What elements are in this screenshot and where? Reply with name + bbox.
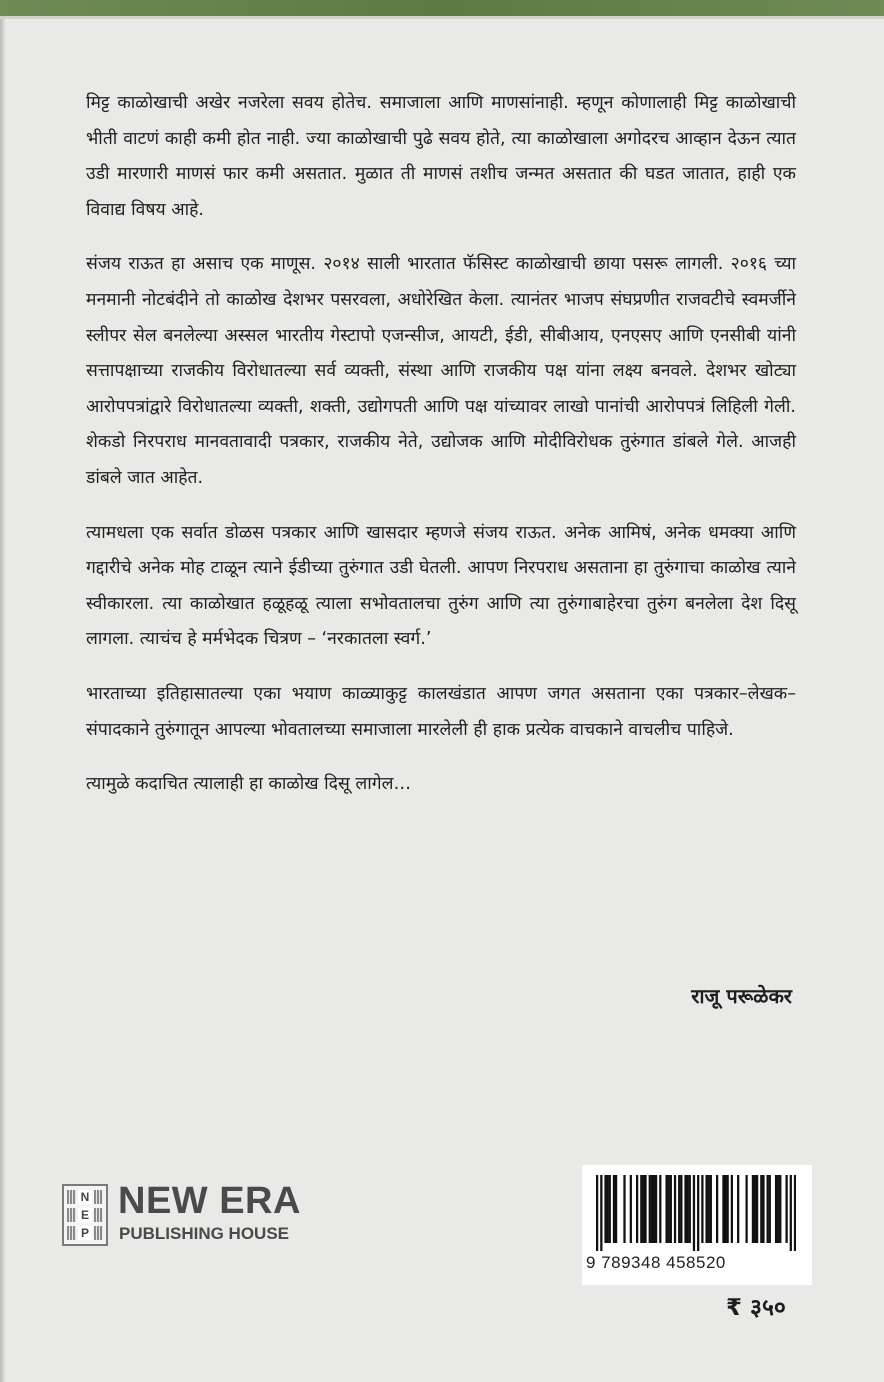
barcode-bar: [745, 1175, 747, 1243]
barcode-bar: [790, 1175, 792, 1251]
barcode-bar: [607, 1175, 609, 1243]
barcode-bar: [687, 1175, 689, 1243]
barcode-bar: [701, 1175, 703, 1243]
barcode-bar: [596, 1175, 598, 1251]
publisher-name: NEW ERA: [118, 1180, 301, 1222]
barcode-bar: [697, 1175, 699, 1251]
barcode-bar: [767, 1175, 769, 1243]
barcode-bar: [684, 1175, 686, 1243]
barcode-bars: [596, 1175, 796, 1251]
barcode-bar: [708, 1175, 710, 1243]
barcode-bar: [665, 1175, 667, 1243]
barcode-bar: [775, 1175, 777, 1243]
barcode-bar: [769, 1175, 771, 1243]
price-tag: ₹ ३५०: [726, 1295, 786, 1321]
paragraph-3: त्यामधला एक सर्वात डोळस पत्रकार आणि खासदार म्हणजे संजय राऊत. अनेक आमिषं, अनेक धमक्या आणि गद्दारीचे अनेक मोह टाळून त्याने ईडीच्या तुरुंगात उडी घेतली. आपण निरपराध असताना हा तुरुंगाचा काळोख त्याने स्वीकारला. त्या काळोखात हळूहळू त्याला सभोवतालचा तुरुंग आणि त्या तुरुंगाबाहेरचा तुरुंग बनलेला देश दिसू लागला. त्याचंच हे मर्मभेदक चित्रण – ‘नरकातला स्वर्ग.’: [86, 522, 796, 650]
barcode-bar: [762, 1175, 764, 1243]
logo-letter-n: N: [78, 1190, 92, 1204]
logo-letter-p: P: [78, 1226, 92, 1240]
barcode-bar: [737, 1175, 739, 1243]
barcode-bar: [640, 1175, 642, 1243]
barcode-bar: [655, 1175, 657, 1243]
barcode-bar: [670, 1175, 672, 1243]
book-spine-edge: [0, 0, 6, 1382]
barcode-bar: [644, 1175, 646, 1243]
barcode-bar: [689, 1175, 691, 1243]
barcode-bar: [779, 1175, 781, 1243]
author-name: राजू परूळेकर: [691, 984, 792, 1008]
barcode-bar: [636, 1175, 638, 1243]
blurb-text: [86, 86, 796, 822]
barcode-bar: [794, 1175, 796, 1251]
barcode-bar: [604, 1175, 606, 1243]
barcode-bar: [659, 1175, 661, 1243]
barcode-bar: [731, 1175, 733, 1243]
barcode-bar: [649, 1175, 651, 1243]
barcode-bar: [668, 1175, 670, 1243]
paragraph-5: त्यामुळे कदाचित त्यालाही हा काळोख दिसू लागेल…: [86, 774, 411, 795]
barcode-bar: [615, 1175, 617, 1243]
barcode-bar: [678, 1175, 680, 1243]
top-color-strip: [0, 0, 884, 16]
barcode-bar: [724, 1175, 726, 1243]
barcode-bar: [651, 1175, 653, 1243]
barcode-bar: [693, 1175, 695, 1251]
barcode-bar: [756, 1175, 758, 1243]
paragraph-4: भारताच्या इतिहासातल्या एका भयाण काळ्याकुट्ट कालखंडात आपण जगत असताना एका पत्रकार–लेखक–संपादकाने तुरुंगातून आपल्या भोवतालच्या समाजाला मारलेली ही हाक प्रत्येक वाचकाने वाचलीच पाहिजे.: [86, 683, 796, 740]
paragraph-1: मिट्ट काळोखाची अखेर नजरेला सवय होतेच. समाजाला आणि माणसांनाही. म्हणून कोणालाही मिट्ट काळोखाची भीती वाटणं काही कमी होत नाही. ज्या काळोखाची पुढे सवय होते, त्या काळोखाला अगोदरच आव्हान देऊन त्यात उडी मारणारी माणसं फार कमी असतात. मुळात ती माणसं तशीच जन्मत असतात की घडत जातात, हाही एक विवाद्य विषय आहे.: [86, 93, 796, 220]
barcode-bar: [680, 1175, 682, 1243]
isbn-barcode: [582, 1165, 812, 1285]
barcode-bar: [710, 1175, 712, 1243]
barcode-bar: [674, 1175, 676, 1243]
barcode-bar: [722, 1175, 724, 1243]
barcode-bar: [630, 1175, 632, 1243]
barcode-bar: [653, 1175, 655, 1243]
barcode-bar: [760, 1175, 762, 1243]
barcode-bar: [642, 1175, 644, 1243]
barcode-bar: [727, 1175, 729, 1243]
barcode-bar: [623, 1175, 625, 1243]
bookshelf-icon: [62, 1184, 108, 1246]
barcode-bar: [600, 1175, 602, 1251]
barcode-bar: [705, 1175, 707, 1243]
barcode-bar: [754, 1175, 756, 1243]
barcode-bar: [716, 1175, 718, 1243]
publisher-subtitle: PUBLISHING HOUSE: [119, 1224, 290, 1243]
isbn-number: 9 789348 458520: [586, 1253, 726, 1272]
barcode-bar: [752, 1175, 754, 1243]
barcode-bar: [613, 1175, 615, 1243]
paragraph-2: संजय राऊत हा असाच एक माणूस. २०१४ साली भारतात फॅसिस्ट काळोखाची छाया पसरू लागली. २०१६ च्या मनमानी नोटबंदीने तो काळोख देशभर पसरवला, अधोरेखित केला. त्यानंतर भाजप संघप्रणीत राजवटीचे स्वमर्जीने स्लीपर सेल बनलेल्या अस्सल भारतीय गेस्टापो एजन्सीज, आयटी, ईडी, सीबीआय, एनएसए आणि एनसीबी यांनी सत्तापक्षाच्या राजकीय विरोधातल्या सर्व व्यक्ती, संस्था आणि राजकीय पक्ष यांना लक्ष्य बनवले. देशभर खोट्या आरोपपत्रांद्वारे विरोधातल्या व्यक्ती, शक्ती, उद्योगपती आणि पक्ष यांच्यावर लाखो पानांची आरोपपत्रं लिहिली गेली. शेकडो निरपराध मानवतावादी पत्रकार, राजकीय नेते, उद्योजक आणि मोदीविरोधक तुरुंगात डांबले गेले. आजही डांबले जात आहेत.: [86, 254, 796, 488]
logo-letter-e: E: [78, 1208, 92, 1222]
publisher-logo: [62, 1180, 362, 1250]
top-strip-border: [0, 16, 884, 19]
barcode-bar: [785, 1175, 787, 1243]
barcode-bar: [777, 1175, 779, 1243]
barcode-bar: [609, 1175, 611, 1243]
